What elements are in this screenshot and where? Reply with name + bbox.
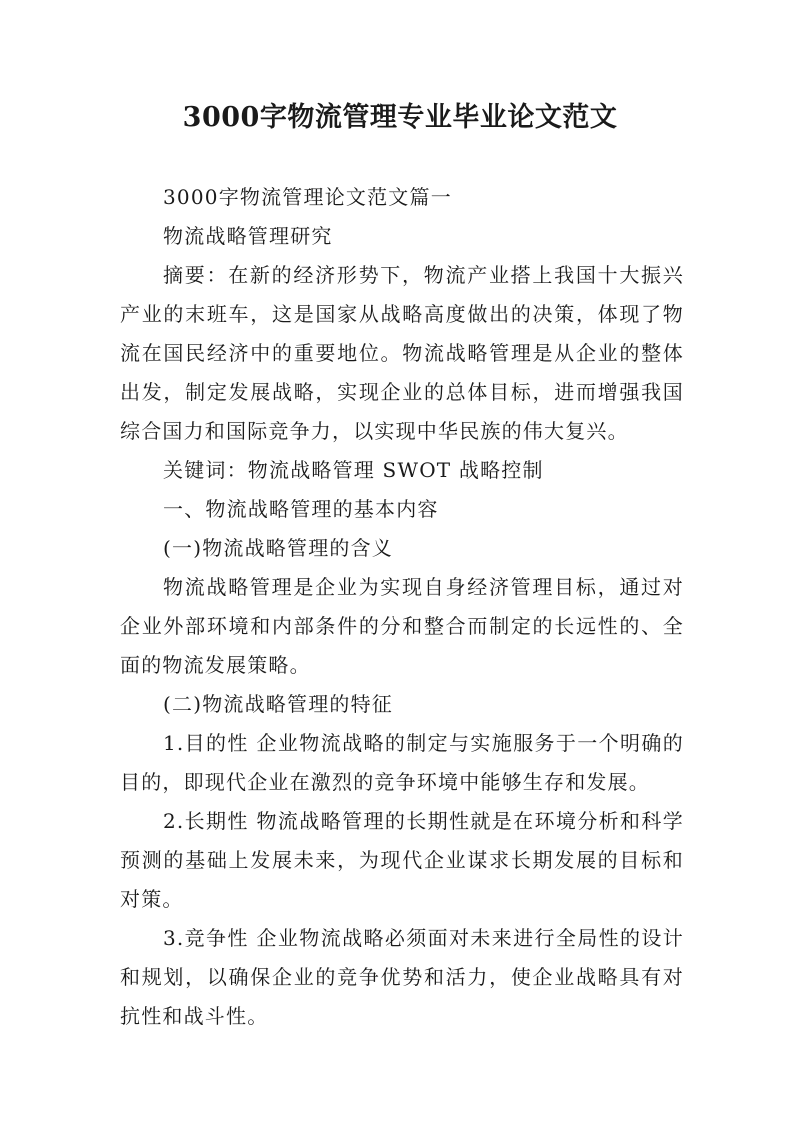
feature-competitive-paragraph: 3.竞争性 企业物流战略必须面对未来进行全局性的设计和规划，以确保企业的竞争优势和活力，使企业战略具有对抗性和战斗性。 [120, 926, 684, 1028]
section-heading-basic-content: 一、物流战略管理的基本内容 [163, 497, 439, 521]
keywords-line: 关键词：物流战略管理 SWOT 战略控制 [163, 458, 544, 482]
document-title: 3000字物流管理专业毕业论文范文 [182, 102, 618, 133]
subsection-heading-definition: (一)物流战略管理的含义 [163, 536, 394, 560]
document-body [120, 178, 684, 1036]
feature-purpose-paragraph: 1.目的性 企业物流战略的制定与实施服务于一个明确的目的，即现代企业在激烈的竞争环境中能够生存和发展。 [120, 731, 684, 794]
subsection-heading-features: (二)物流战略管理的特征 [163, 692, 394, 716]
abstract-paragraph: 摘要：在新的经济形势下，物流产业搭上我国十大振兴产业的末班车，这是国家从战略高度做出的决策，体现了物流在国民经济中的重要地位。物流战略管理是从企业的整体出发，制定发展战略，实现企业的总体目标，进而增强我国综合国力和国际竞争力，以实现中华民族的伟大复兴。 [120, 263, 684, 443]
section-heading-article-one: 3000字物流管理论文范文篇一 [163, 185, 452, 209]
feature-long-term-paragraph: 2.长期性 物流战略管理的长期性就是在环境分析和科学预测的基础上发展未来，为现代企业谋求长期发展的目标和对策。 [120, 809, 684, 911]
definition-paragraph: 物流战略管理是企业为实现自身经济管理目标，通过对企业外部环境和内部条件的分和整合而制定的长远性的、全面的物流发展策略。 [120, 575, 684, 677]
paper-title: 物流战略管理研究 [163, 224, 333, 248]
